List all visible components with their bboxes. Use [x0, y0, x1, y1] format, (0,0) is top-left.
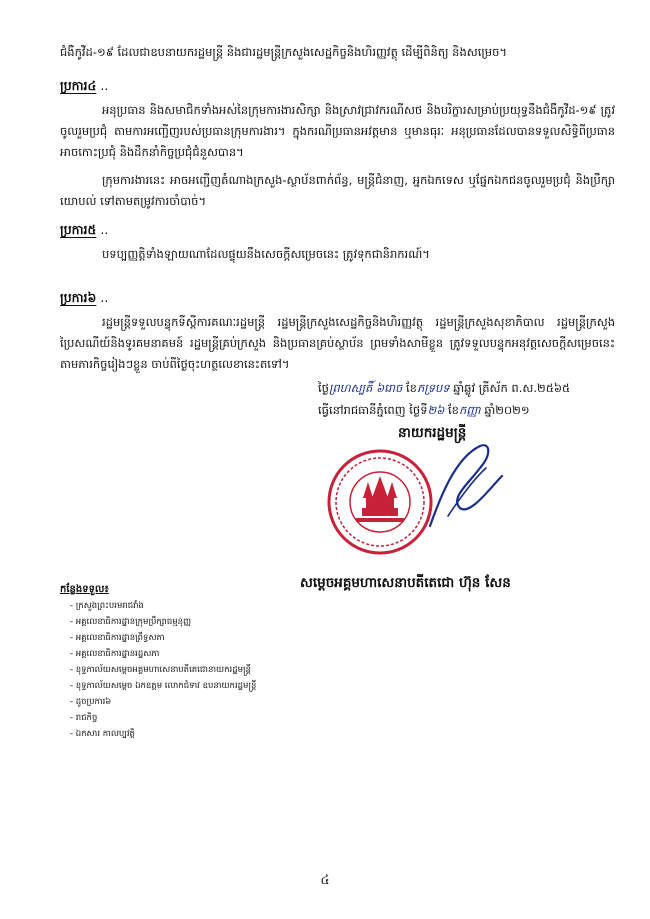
recipients-list [70, 598, 256, 742]
article-6-paragraph: រដ្ឋមន្ត្រីទទួលបន្ទុកទីស្ដីការគណៈរដ្ឋមន្ត្រី រដ្ឋមន្ត្រីក្រសួងសេដ្ឋកិច្ចនិងហិរញ្ញវត្ថុ រដ្ឋមន្ត្រីក្រសួងសុខាភិបាល រដ្ឋមន្ត្រីក្រសួងប្រៃសណីយ៍និងទូរគមនាគមន៍ រដ្ឋមន្ត្រីគ្រប់ក្រសួង និងប្រធានគ្រប់ស្ថាប័ន ព្រមទាំងសាមីខ្លួន ត្រូវទទួលបន្ទុកអនុវត្តសេចក្ដីសម្រេចនេះ តាមភារកិច្ចរៀងៗខ្លួន ចាប់ពីថ្ងៃចុះហត្ថលេខានេះតទៅ។ [60, 315, 615, 371]
article-4-heading: ប្រការ៤ .. [60, 78, 109, 93]
recipients-title: កន្លែងទទួល៖ [60, 584, 109, 595]
article-5-paragraph: បទប្បញ្ញត្តិទាំងឡាយណាដែលផ្ទុយនឹងសេចក្ដីសម្រេចនេះ ត្រូវទុកជានិរាករណ៍។ [102, 247, 430, 261]
list-item: - អគ្គលេខាធិការដ្ឋានរដ្ឋសភា [70, 649, 160, 659]
signatory-name: សម្ដេចអគ្គមហាសេនាបតីតេជោ ហ៊ុន សែន [300, 575, 511, 591]
lunar-date-line: ថ្ងៃព្រហស្បតិ៍ ៦រោច ខែភទ្របទ ឆ្នាំឆ្លូវ ត្រីស័ក ព.ស.២៥៦៥ [318, 381, 571, 395]
article-4-paragraph-1: អនុប្រធាន និងសមាជិកទាំងអស់នៃក្រុមការងារសិក្សា និងស្រាវជ្រាវករណីសថ និងបរិក្ខារសម្រាប់ប្រយុទ្ធនឹងជំងឺកូវីដ-១៩ ត្រូវចូលរួមប្រជុំ តាមការអញ្ជើញរបស់ប្រធានក្រុមការងារ។ ក្នុងករណីប្រធានអវត្តមាន ឬមានធុរៈ អនុប្រធានដែលបានទទួលសិទ្ធិពីប្រធាន អាចកោះប្រជុំ និងដឹកនាំកិច្ចប្រជុំជំនួសបាន។ [60, 103, 615, 159]
list-item: - ដូចប្រការ៦ [70, 697, 112, 707]
handwritten-solar-month: កញ្ញា [458, 403, 481, 417]
article-6-heading: ប្រការ៦ .. [60, 290, 109, 305]
office-title: នាយករដ្ឋមន្ត្រី [398, 425, 467, 441]
handwritten-lunar-month: ភទ្របទ [416, 381, 450, 395]
official-seal [326, 448, 434, 556]
handwritten-lunar-day: ព្រហស្បតិ៍ ៦រោច [328, 381, 403, 395]
list-item: - ក្រសួងព្រះបរមរាជវាំង [70, 601, 144, 611]
article-5-heading: ប្រការ៥ .. [60, 222, 109, 237]
handwritten-signature [420, 438, 510, 533]
solar-date-line: ធ្វើនៅរាជធានីភ្នំពេញ ថ្ងៃទី២៦ ខែកញ្ញា ឆ្នាំ២០២១ [318, 403, 530, 417]
page-number: ៤ [320, 873, 330, 888]
article-4-paragraph-2: ក្រុមការងារនេះ អាចអញ្ជើញតំណាងក្រសួង-ស្ថាប័នពាក់ព័ន្ធ, មន្ត្រីជំនាញ, អ្នកឯកទេស ឬផ្នែកឯកជនចូលរួមប្រជុំ និងប្រឹក្សាយោបល់ ទៅតាមតម្រូវការចាំបាច់។ [60, 173, 615, 208]
list-item: - ឯកសារ កាលប្បវត្តិ [70, 729, 135, 739]
list-item: - រាជកិច្ច [70, 713, 98, 723]
list-item: - អគ្គលេខាធិការដ្ឋានក្រុមប្រឹក្សាធម្មនុញ្ញ [70, 617, 192, 627]
list-item: - ខុទ្ទកាល័យសម្ដេច ឯកឧត្ដម លោកជំទាវ ឧបនាយករដ្ឋមន្ត្រី [70, 681, 257, 691]
handwritten-solar-day: ២៦ [427, 403, 445, 417]
list-item: - អគ្គលេខាធិការដ្ឋានព្រឹទ្ធសភា [70, 633, 165, 643]
list-item: - ខុទ្ទកាល័យសម្ដេចអគ្គមហាសេនាបតីតេជោនាយករដ្ឋមន្ត្រី [70, 665, 251, 675]
continued-text: ជំងឺកូវីដ-១៩ ដែលជាឧបនាយករដ្ឋមន្ត្រី និងជារដ្ឋមន្ត្រីក្រសួងសេដ្ឋកិច្ចនិងហិរញ្ញវត្ថុ ដើម្បីពិនិត្យ និងសម្រេច។ [60, 45, 507, 59]
